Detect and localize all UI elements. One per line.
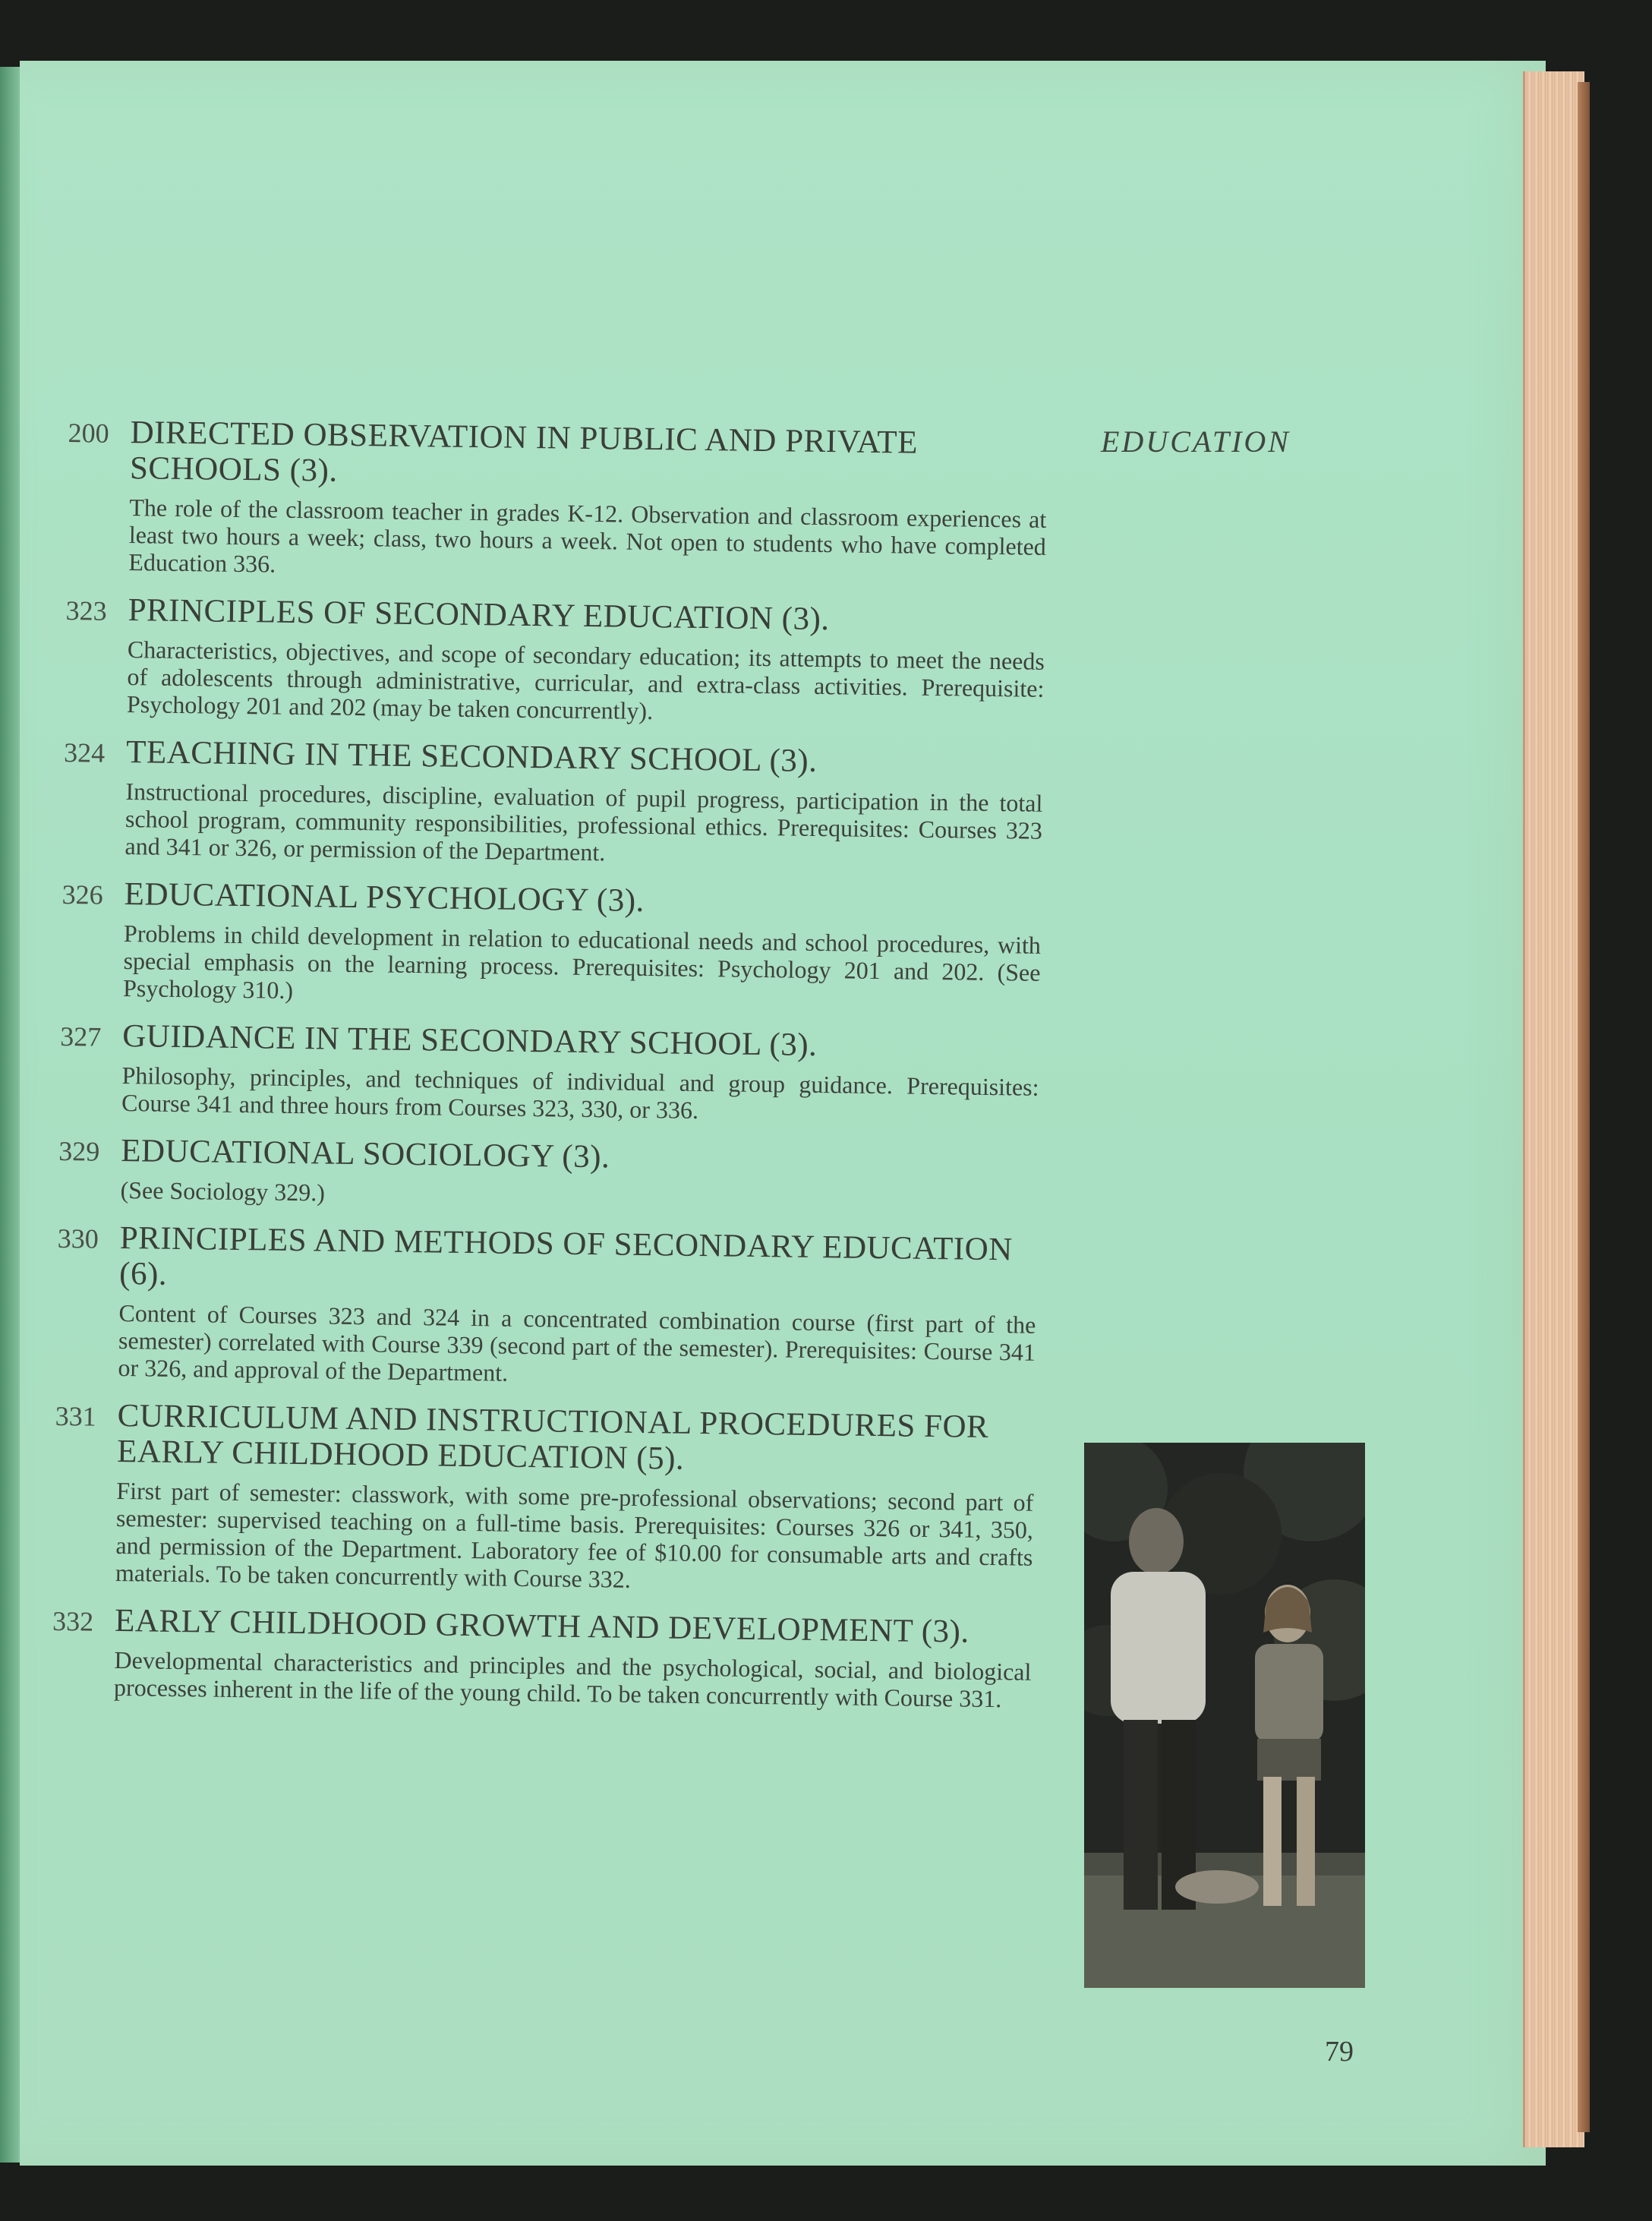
course-number: 326 [61,879,103,910]
course-title: EDUCATIONAL PSYCHOLOGY (3). [124,876,645,919]
course-entry [66,414,1048,588]
course-entry [61,875,1042,1014]
course-number: 332 [52,1605,94,1637]
course-title: GUIDANCE IN THE SECONDARY SCHOOL (3). [121,1018,818,1063]
course-number: 327 [60,1021,102,1052]
course-description: Characteristics, objectives, and scope of secondary education; its attempts to meet the needs of adolescents through administrative, curricular, and extra-class activities. Prerequisite: Psychology 201 and 202 (may be taken concurrently). [126,636,1045,725]
course-title: EARLY CHILDHOOD GROWTH AND DEVELOPMENT (3). [114,1602,969,1650]
course-title: PRINCIPLES AND METHODS OF SECONDARY EDUCATION (6). [118,1219,1014,1292]
page-number: 79 [1325,2036,1354,2068]
course-description: (See Sociology 329.) [120,1175,326,1207]
section-title: EDUCATION [1101,424,1291,459]
course-description: Philosophy, principles, and techniques of individual and group guidance. Prerequisites: Course 341 and three hours from Courses 323, 330, or 336. [121,1062,1039,1124]
course-title: DIRECTED OBSERVATION IN PUBLIC AND PRIVATE SCHOOLS (3). [129,415,919,489]
students-photo-illustration [1084,1443,1365,1988]
course-title: TEACHING IN THE SECONDARY SCHOOL (3). [125,734,818,779]
course-number: 200 [68,417,109,449]
course-entry [59,1017,1040,1128]
page-stack-edge [1523,71,1584,2147]
course-description: Developmental characteristics and principles and the psychological, social, and biological processes inherent in the life of the young child. To be taken concurrently with Course 331. [113,1645,1032,1713]
course-entry [55,1219,1037,1393]
course-description: Instructional procedures, discipline, evaluation of pupil progress, participation in the total school program, community responsibilities, professional ethics. Prerequisites: Courses 323 and 341 or 326, or permission of the Department. [125,778,1043,866]
course-number: 323 [65,595,107,626]
course-number: 324 [63,737,106,768]
course-entry [52,1602,1032,1713]
course-entry [65,592,1045,730]
course-list [52,414,1048,1730]
students-photo [1084,1443,1365,1988]
course-entry [53,1397,1035,1598]
book-cover-edge [1578,82,1590,2132]
course-description: Content of Courses 323 and 324 in a concentrated combination course (first part of the semester) correlated with Course 339 (second part of the semester). Prerequisites: Course 341 or 326, and approval of the Department. [118,1298,1036,1387]
course-title: CURRICULUM AND INSTRUCTIONAL PROCEDURES FOR EARLY CHILDHOOD EDUCATION (5). [116,1397,989,1477]
course-description: Problems in child development in relation to educational needs and school procedures, with special emphasis on the learning process. Prerequisites: Psychology 201 and 202. (See Psychology 310.) [122,920,1042,1004]
course-description: First part of semester: classwork, with some pre-professional observations; second part of semester: supervised teaching on a full-time basis. Prerequisites: Courses 326 or 341, 350, and permission of the Department. Laboratory fee of $10.00 for consumable arts and crafts materials. To be taken concurrently with Course 332. [115,1476,1034,1593]
course-number: 330 [57,1222,99,1254]
course-description: The role of the classroom teacher in grades K-12. Observation and classroom experiences at least two hours a week; class, two hours a week. Not open to students who have completed Education 336. [128,494,1047,578]
course-number: 331 [55,1400,96,1432]
course-title: EDUCATIONAL SOCIOLOGY (3). [120,1132,610,1175]
course-entry [58,1132,1038,1216]
course-title: PRINCIPLES OF SECONDARY EDUCATION (3). [128,592,830,638]
course-number: 329 [58,1135,100,1167]
course-entry [62,733,1043,872]
